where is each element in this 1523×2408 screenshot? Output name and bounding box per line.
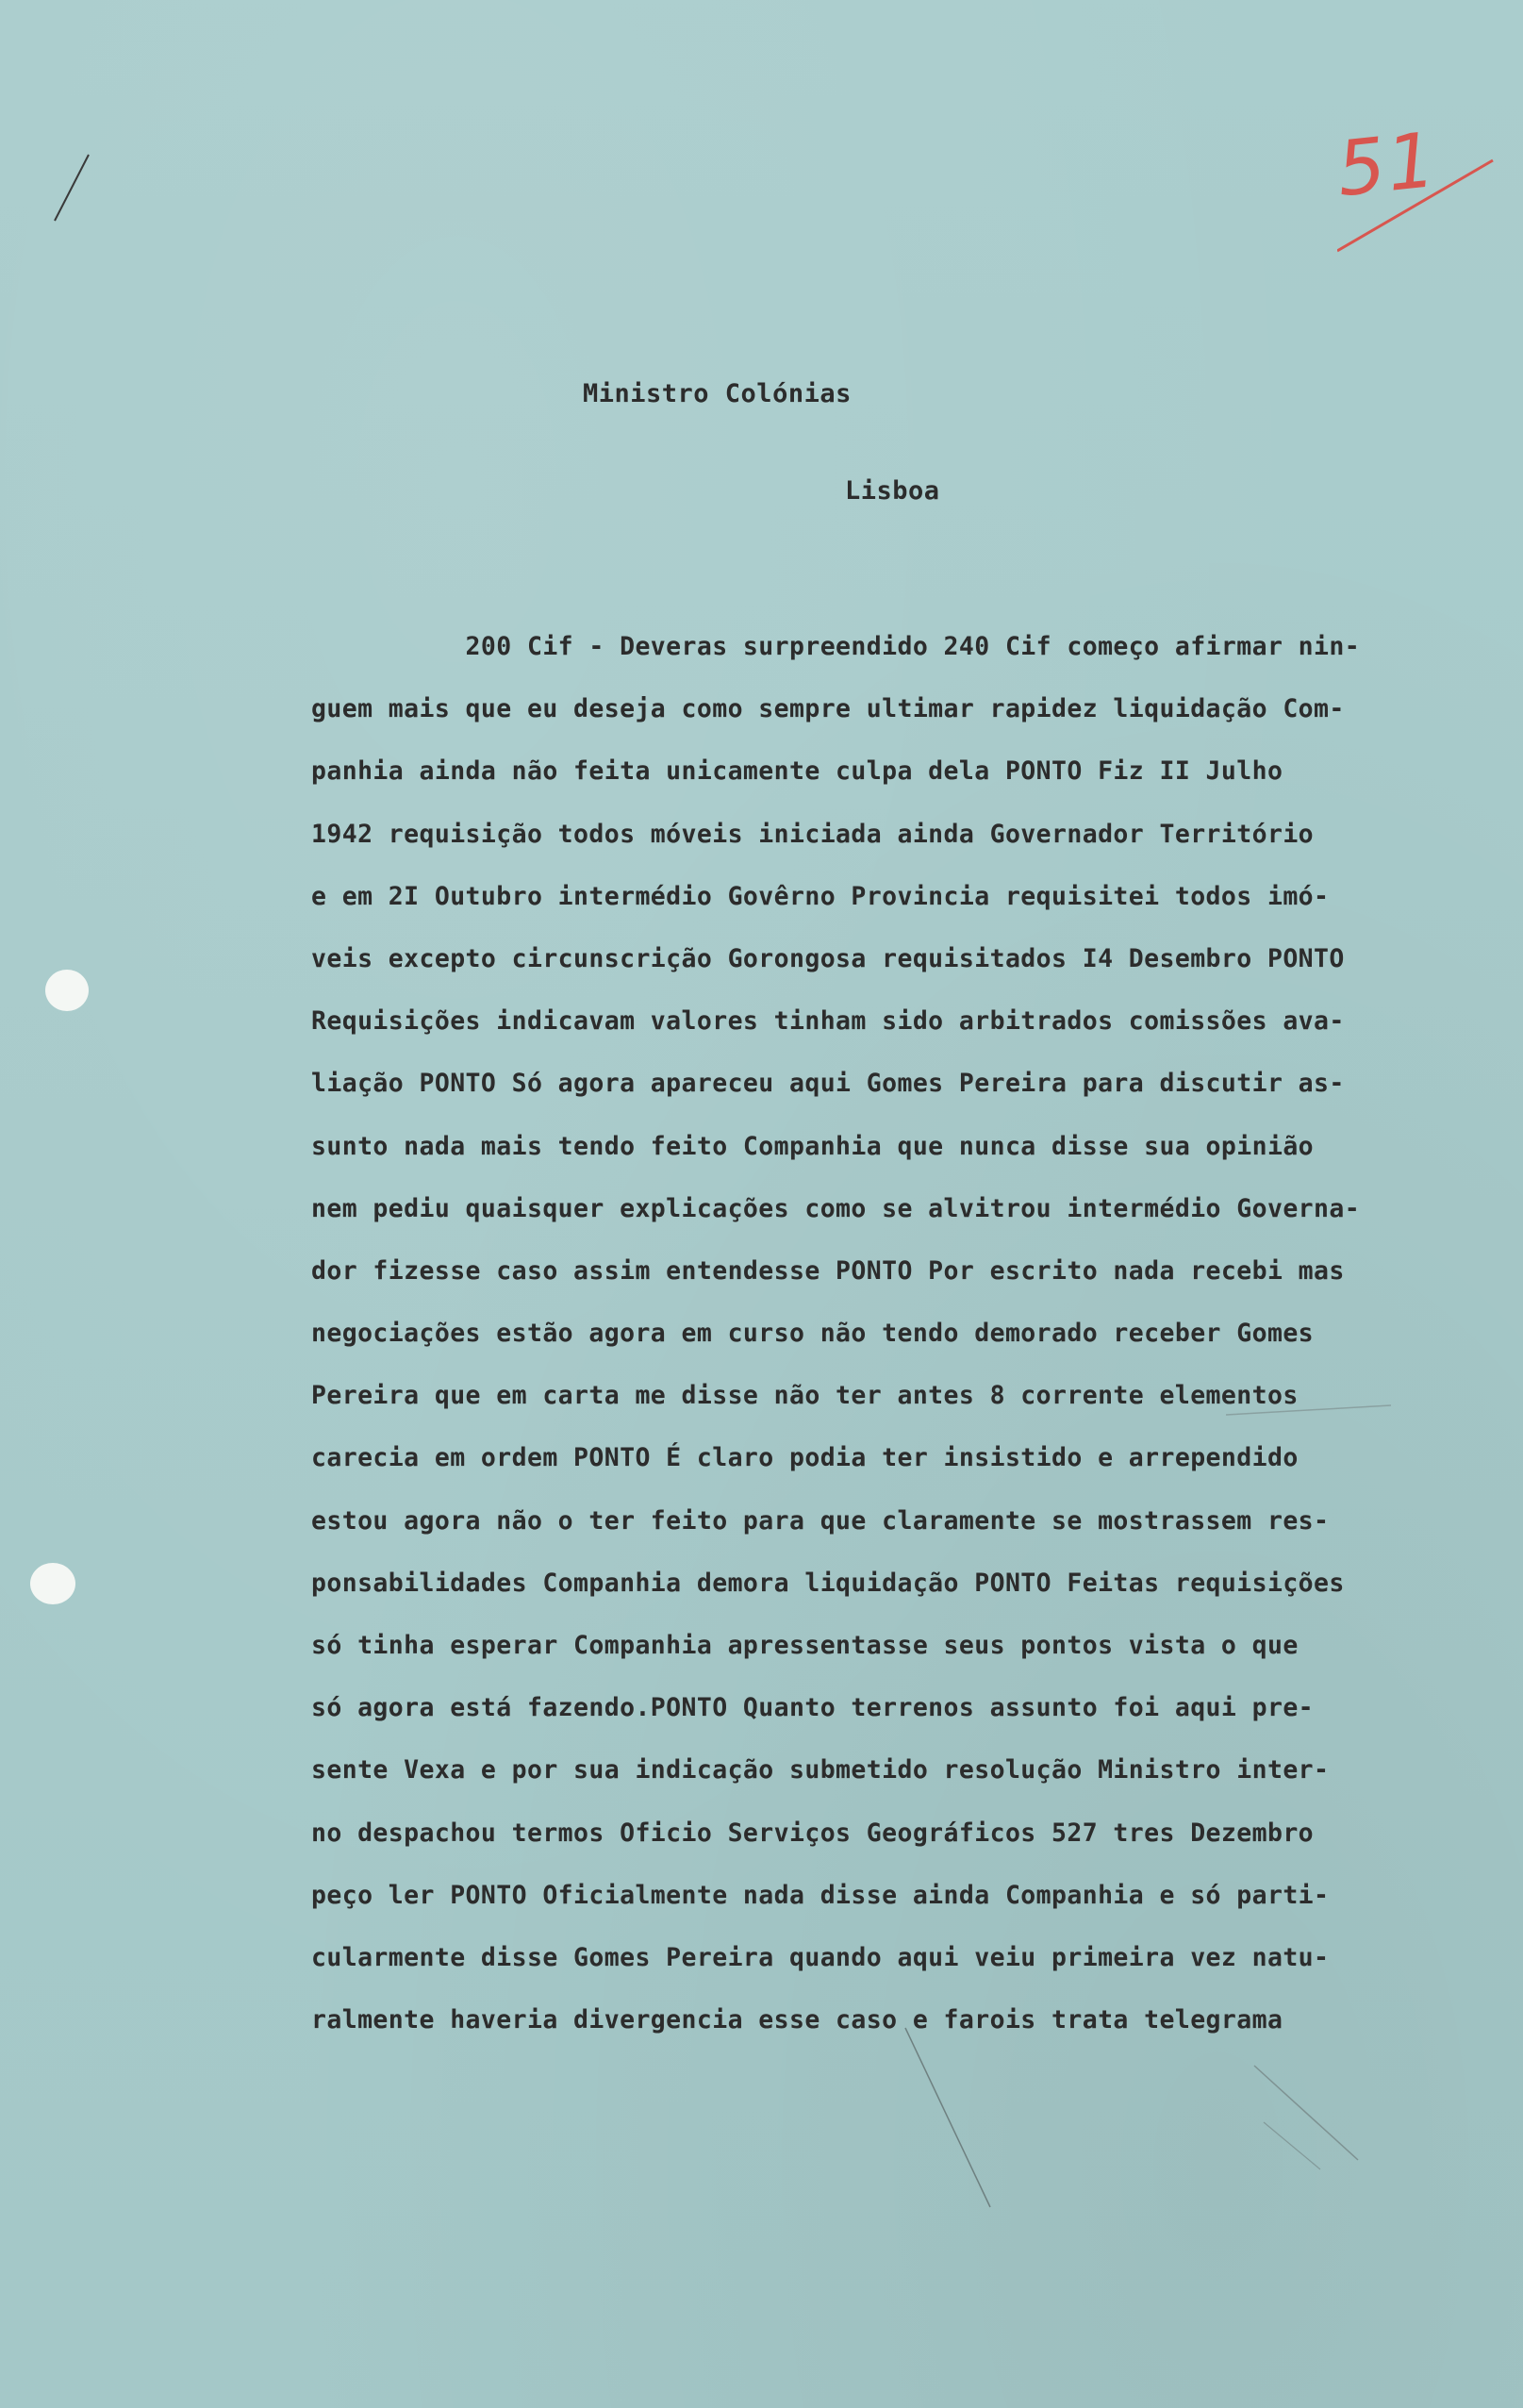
- body-line: sente Vexa e por sua indicação submetido resolução Ministro inter-: [311, 1755, 1330, 1785]
- folio-number: 51: [1333, 115, 1442, 214]
- body-line: estou agora não o ter feito para que claramente se mostrassem res-: [311, 1505, 1330, 1536]
- body-line: Requisições indicavam valores tinham sido arbitrados comissões ava-: [311, 1006, 1345, 1037]
- body-line: panhia ainda não feita unicamente culpa dela PONTO Fiz II Julho: [311, 756, 1283, 787]
- body-line: dor fizesse caso assim entendesse PONTO Por escrito nada recebi mas: [311, 1255, 1345, 1286]
- body-line: ralmente haveria divergencia esse caso e farois trata telegrama: [311, 2005, 1283, 2035]
- punch-hole: [45, 970, 89, 1011]
- body-line: 1942 requisição todos móveis iniciada ainda Governador Território: [311, 819, 1315, 849]
- body-line: carecia em ordem PONTO É claro podia ter insistido e arrependido: [311, 1443, 1299, 1473]
- body-line: 200 Cif - Deveras surpreendido 240 Cif começo afirmar nin-: [311, 632, 1361, 661]
- folio-strike-line: [1337, 121, 1498, 262]
- body-line: peço ler PONTO Oficialmente nada disse ainda Companhia e só parti-: [311, 1880, 1330, 1910]
- body-line: só agora está fazendo.PONTO Quanto terrenos assunto foi aqui pre-: [311, 1693, 1315, 1723]
- body-line: veis excepto circunscrição Gorongosa requisitados I4 Desembro PONTO: [311, 943, 1345, 973]
- body-line: sunto nada mais tendo feito Companhia que nunca disse sua opinião: [311, 1131, 1315, 1161]
- body-line: negociações estão agora em curso não tendo demorado receber Gomes: [311, 1319, 1315, 1349]
- punch-hole: [30, 1563, 75, 1604]
- body-line: nem pediu quaisquer explicações como se alvitrou intermédio Governa-: [311, 1193, 1361, 1223]
- city-line: Lisboa: [845, 476, 940, 506]
- pencil-tick-mark: [49, 151, 96, 226]
- recipient-line: Ministro Colónias: [583, 379, 852, 408]
- body-line: liação PONTO Só agora apareceu aqui Gomes Pereira para discutir as-: [311, 1069, 1345, 1099]
- body-line: no despachou termos Oficio Serviços Geográficos 527 tres Dezembro: [311, 1818, 1315, 1848]
- body-line: ponsabilidades Companhia demora liquidação PONTO Feitas requisições: [311, 1568, 1345, 1598]
- body-line: guem mais que eu deseja como sempre ultimar rapidez liquidação Com-: [311, 694, 1345, 724]
- telegram-body: [311, 627, 1377, 2063]
- folio-number-annotation: [1333, 115, 1498, 262]
- body-line: e em 2I Outubro intermédio Govêrno Provincia requisitei todos imó-: [311, 881, 1330, 911]
- body-line: Pereira que em carta me disse não ter antes 8 corrente elementos: [311, 1381, 1299, 1411]
- body-line: só tinha esperar Companhia apressentasse seus pontos vista o que: [311, 1631, 1299, 1660]
- body-line: cularmente disse Gomes Pereira quando aqui veiu primeira vez natu-: [311, 1942, 1330, 1972]
